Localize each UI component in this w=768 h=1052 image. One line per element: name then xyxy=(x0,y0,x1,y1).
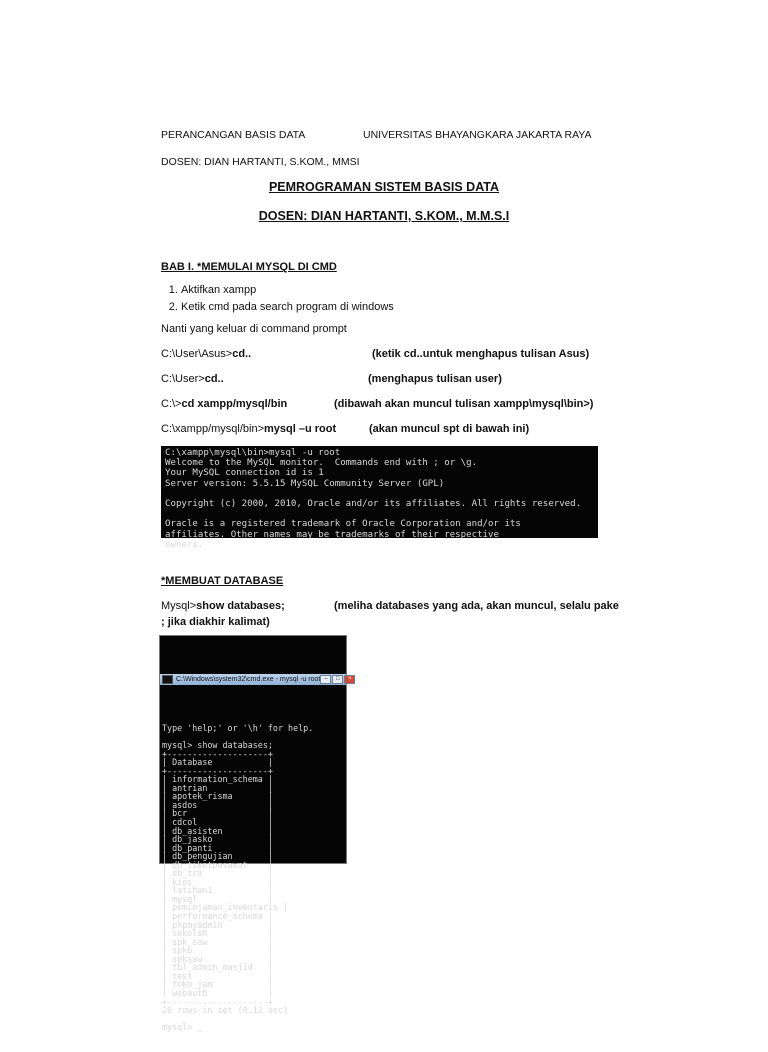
list-item: 2. Ketik cmd pada search program di windows xyxy=(181,299,583,316)
command-note: (menghapus tulisan user) xyxy=(368,373,502,385)
command-note: (dibawah akan muncul tulisan xampp\mysql\bin>) xyxy=(334,398,594,410)
university-name: UNIVERSITAS BHAYANGKARA JAKARTA RAYA xyxy=(363,129,592,141)
minimize-icon: – xyxy=(320,675,331,684)
terminal-screenshot-show-databases xyxy=(159,635,352,1033)
intro-text: Nanti yang keluar di command prompt xyxy=(161,323,347,335)
page-subtitle: DOSEN: DIAN HARTANTI, S.KOM., M.M.S.I xyxy=(258,209,510,223)
command-note-continued: ; jika diakhir kalimat) xyxy=(161,616,270,628)
close-icon: × xyxy=(344,675,355,684)
section-heading-membuat-database: *MEMBUAT DATABASE xyxy=(161,575,284,587)
command-line: C:\>cd xampp/mysql/bin xyxy=(161,398,288,410)
window-title: C:\Windows\system32\cmd.exe - mysql -u root xyxy=(176,676,321,683)
command-line: C:\User>cd.. xyxy=(161,373,224,385)
course-name: PERANCANGAN BASIS DATA xyxy=(161,129,306,141)
command-line: C:\User\Asus>cd.. xyxy=(161,348,252,360)
command-note: (meliha databases yang ada, akan muncul, selalu pake xyxy=(334,600,619,612)
page-title: PEMROGRAMAN SISTEM BASIS DATA xyxy=(268,180,500,194)
command-line: C:\xampp/mysql/bin>mysql –u root xyxy=(161,423,337,435)
window-titlebar xyxy=(160,674,352,685)
lecturer-line: DOSEN: DIAN HARTANTI, S.KOM., MMSI xyxy=(161,156,360,168)
terminal-screenshot-mysql-login: C:\xampp\mysql\bin>mysql -u root Welcome to the MySQL monitor. Commands end with ; or \g. Your MySQL connection id is 1 Server version: 5.5.15 MySQL Community Server (GPL) Copyright (c) 2000, 2010, Oracle and/or its affiliates. All rights reserved. Oracle is a registered trademark of Oracle Corporation and/or its affiliates. Other names may be trademarks of their respective owners. xyxy=(161,446,598,538)
terminal-output: Type 'help;' or '\h' for help. mysql> show databases; +--------------------+ | Database | +--------------------+ | information_schema | | antrian | | apotek_risma | | asdos | | bcr | | cdcol | | db_asisten | | db_jasko | | db_panti | | db_pengujian | | db_tiketpesawat | | db_tra | | kios | | latihan1 | | mysql | | peminjaman_inventaris | | performance_schema | | phpmyadmin | | sekolah | | spk_saw | | spkb | | spksaw | | tbl_admin_masjid | | test | | toko_jam | | webauth | +--------------------+ 26 rows in set (0.12 sec) mysql> _ xyxy=(162,723,314,1033)
command-line: Mysql>show databases; xyxy=(161,600,285,612)
window-controls xyxy=(320,675,355,684)
steps-list xyxy=(163,282,583,316)
list-item: 1. Aktifkan xampp xyxy=(181,282,583,299)
command-note: (akan muncul spt di bawah ini) xyxy=(369,423,530,435)
cmd-icon xyxy=(162,675,173,684)
command-note: (ketik cd..untuk menghapus tulisan Asus) xyxy=(372,348,590,360)
maximize-icon: □ xyxy=(332,675,343,684)
section-heading-bab1: BAB I. *MEMULAI MYSQL DI CMD xyxy=(161,261,337,273)
